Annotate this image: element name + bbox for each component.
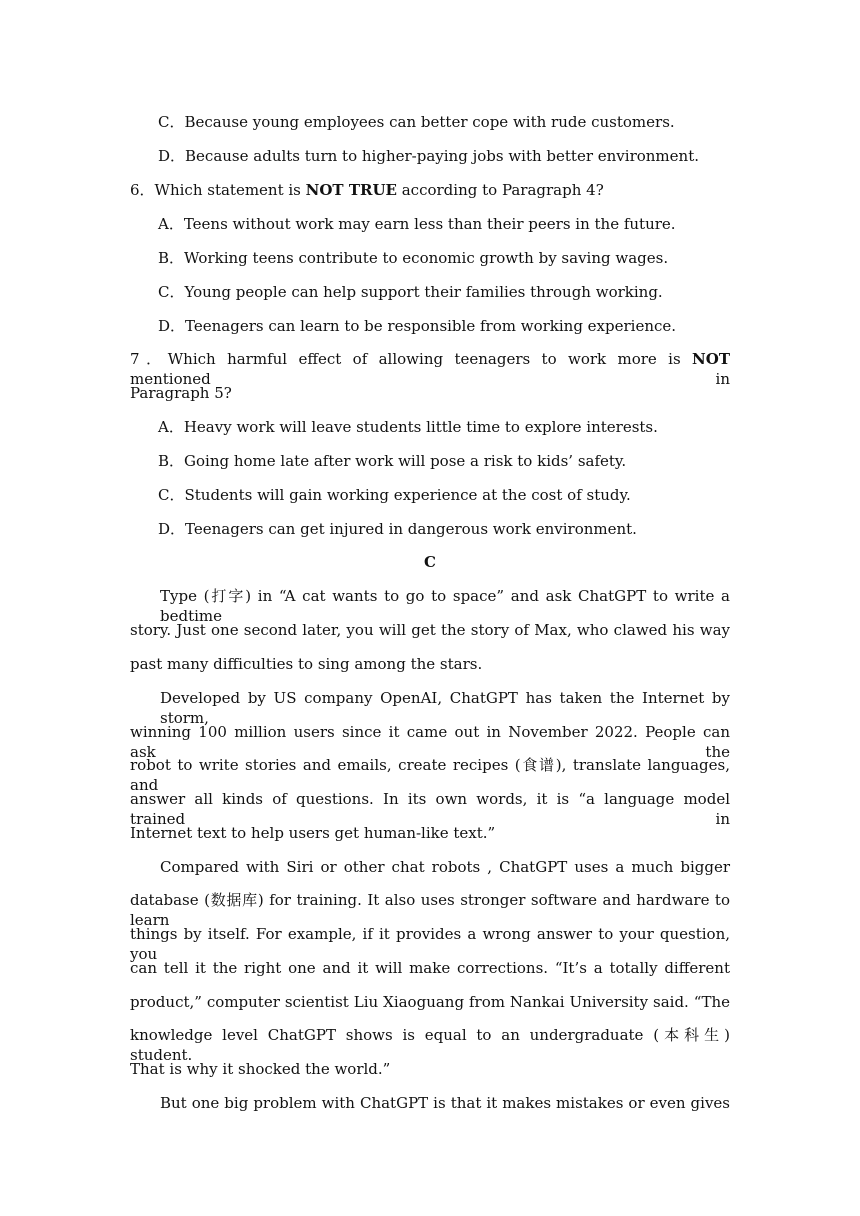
passage-p4-line: But one big problem with ChatGPT is that it makes mistakes or even gives — [160, 1094, 730, 1112]
passage-p3-line: things by itself. For example, if it provides a wrong answer to your question, you — [130, 925, 730, 963]
q7-stem-bold: NOT — [692, 350, 730, 368]
q5-option-c: C．Because young employees can better cope with rude customers. — [158, 113, 675, 131]
q6-option-d: D．Teenagers can learn to be responsible from working experience. — [158, 317, 677, 335]
q7-option-d: D．Teenagers can get injured in dangerous work environment. — [158, 520, 637, 538]
q6-option-a: A．Teens without work may earn less than their peers in the future. — [158, 215, 676, 233]
q6-stem — [130, 180, 730, 200]
q7-stem-suffix: mentioned in — [130, 370, 730, 388]
q7-option-b: B．Going home late after work will pose a risk to kids’ safety. — [158, 452, 627, 470]
passage-p2-line: winning 100 million users since it came out in November 2022. People can ask the — [130, 723, 730, 761]
q7-option-a: A．Heavy work will leave students little time to explore interests. — [158, 418, 658, 436]
passage-p3-line: can tell it the right one and it will make corrections. “It’s a totally different — [130, 959, 730, 977]
passage-p3-line: Compared with Siri or other chat robots , ChatGPT uses a much bigger — [160, 858, 730, 876]
q6-option-b: B．Working teens contribute to economic growth by saving wages. — [158, 249, 669, 267]
passage-p3-line: That is why it shocked the world.” — [130, 1060, 391, 1078]
passage-p3-line: database (数据库) for training. It also uses stronger software and hardware to learn — [130, 891, 730, 929]
passage-p1-line: past many difficulties to sing among the stars. — [130, 655, 483, 673]
q6-stem-bold: NOT TRUE — [305, 181, 397, 199]
q7-option-c: C．Students will gain working experience at the cost of study. — [158, 486, 631, 504]
passage-p3-line: product,” computer scientist Liu Xiaoguang from Nankai University said. “The — [130, 993, 730, 1011]
q6-stem-suffix: according to Paragraph 4? — [396, 181, 604, 199]
passage-p2-line: answer all kinds of questions. In its own words, it is “a language model trained in — [130, 790, 730, 828]
passage-p1-line: Type (打字) in “A cat wants to go to space” and ask ChatGPT to write a bedtime — [160, 587, 730, 625]
q7-stem-line2: Paragraph 5? — [130, 384, 232, 402]
q5-option-d: D．Because adults turn to higher-paying jobs with better environment. — [158, 147, 699, 165]
passage-p2-line: Developed by US company OpenAI, ChatGPT has taken the Internet by storm, — [160, 689, 730, 727]
passage-p2-line: robot to write stories and emails, create recipes (食谱), translate languages, and — [130, 756, 730, 794]
passage-p1-line: story. Just one second later, you will get the story of Max, who clawed his way — [130, 621, 730, 639]
q6-stem-prefix: 6．Which statement is — [130, 181, 306, 199]
q7-stem-prefix: 7．Which harmful effect of allowing teenagers to work more is — [130, 350, 693, 368]
passage-p3-line: knowledge level ChatGPT shows is equal to an undergraduate (本科生) student. — [130, 1026, 730, 1064]
passage-p2-line: Internet text to help users get human-like text.” — [130, 824, 496, 842]
q6-option-c: C．Young people can help support their families through working. — [158, 283, 663, 301]
section-heading: C — [424, 553, 436, 571]
